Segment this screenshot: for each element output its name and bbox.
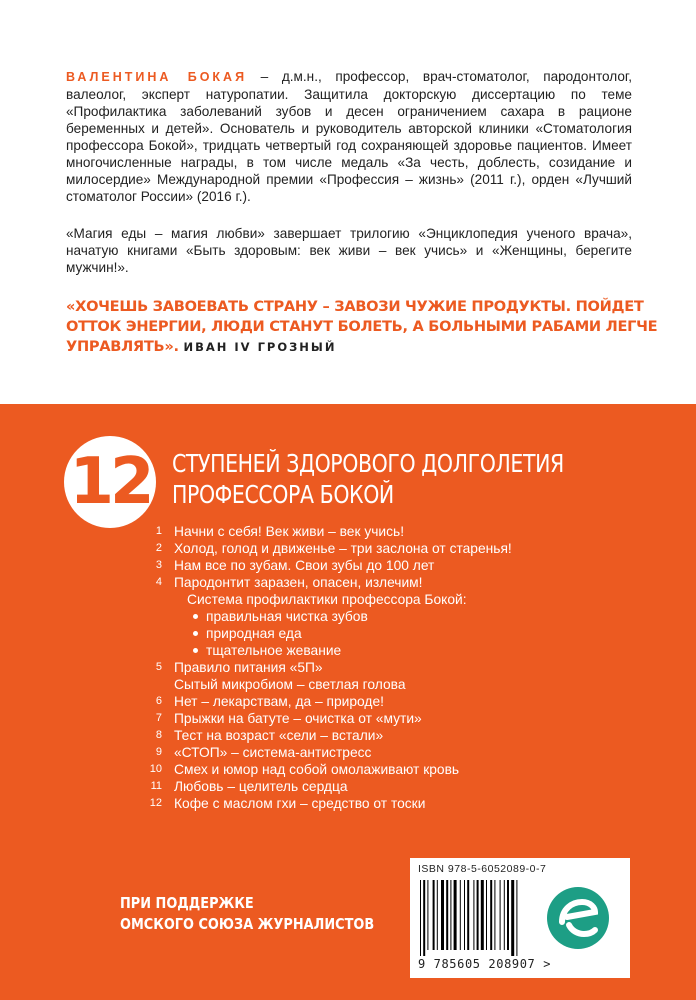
author-bio xyxy=(66,68,632,205)
badge-circle xyxy=(64,436,156,528)
step-4-subtitle xyxy=(140,591,660,608)
bullet-item xyxy=(140,642,660,659)
step-12 xyxy=(140,795,660,812)
author-name: ВАЛЕНТИНА БОКАЯ xyxy=(66,70,248,84)
step-text: Нам все по зубам. Свои зубы до 100 лет xyxy=(174,558,435,573)
step-subtext: Сытый микробиом – светлая голова xyxy=(174,677,406,692)
quote-author: ИВАН IV ГРОЗНЫЙ xyxy=(183,340,337,354)
step-number: 9 xyxy=(155,746,162,758)
quote-block xyxy=(66,297,666,357)
step-number: 1 xyxy=(155,525,162,537)
step-8 xyxy=(140,727,660,744)
step-text: Нет – лекарствам, да – природе! xyxy=(174,694,384,709)
badge-number: 12 xyxy=(69,445,151,519)
step-number: 7 xyxy=(155,712,162,724)
step-text: Прыжки на батуте – очистка от «мути» xyxy=(174,711,422,726)
step-7 xyxy=(140,710,660,727)
bullet-item xyxy=(140,625,660,642)
top-section xyxy=(0,0,696,404)
step-5-subtitle xyxy=(140,676,660,693)
step-text: Холод, голод и движенье – три заслона от старенья! xyxy=(174,541,512,556)
steps-heading xyxy=(172,448,650,510)
trilogy-text: «Магия еды – магия любви» завершает трилогию «Энциклопедия ученого врача», начатую книгами «Быть здоровым: век живи – век учись» и «Женщины, берегите мужчин!». xyxy=(66,226,632,275)
author-bio-text: – д.м.н., профессор, врач-стоматолог, пародонтолог, валеолог, эксперт натуропатии. Защитила докторскую диссертацию по теме «Профилактика заболеваний зубов и десен ограничением сахара в рационе беременных и детей». Основатель и руководитель авторской клиники «Стоматология профессора Бокой», тридцать четвертый год сохраняющей здоровье пациентов. Имеет многочисленные награды, в том числе медаль «За честь, доблесть, созидание и милосердие» Международной премии «Профессия – жизнь» (2011 г.), орден «Лучший стоматолог России» (2016 г.). xyxy=(66,69,633,204)
step-6 xyxy=(140,693,660,710)
step-number: 8 xyxy=(155,729,162,741)
step-2 xyxy=(140,540,660,557)
bullet-icon xyxy=(193,614,198,619)
isbn-text: ISBN 978-5-6052089-0-7 xyxy=(418,863,547,875)
step-text: «СТОП» – система-антистресс xyxy=(174,745,372,760)
heading-line-1: СТУПЕНЕЙ ЗДОРОВОГО ДОЛГОЛЕТИЯ xyxy=(172,449,564,478)
support-line-1: ПРИ ПОДДЕРЖКЕ xyxy=(120,894,254,912)
bullet-text: правильная чистка зубов xyxy=(206,609,368,624)
bullet-text: тщательное жевание xyxy=(206,643,342,658)
step-subtext: Система профилактики профессора Бокой: xyxy=(187,592,467,607)
step-4 xyxy=(140,574,660,591)
step-text: Пародонтит заразен, опасен, излечим! xyxy=(174,575,423,590)
step-9 xyxy=(140,744,660,761)
step-text: Начни с себя! Век живи – век учись! xyxy=(174,524,405,539)
step-text: Кофе с маслом гхи – средство от тоски xyxy=(174,796,426,811)
step-text: Любовь – целитель сердца xyxy=(174,779,348,794)
step-1 xyxy=(140,523,660,540)
step-number: 3 xyxy=(155,559,162,571)
barcode-icon xyxy=(418,880,540,956)
step-number: 6 xyxy=(155,695,162,707)
step-11 xyxy=(140,778,660,795)
step-text: Правило питания «5П» xyxy=(174,660,323,675)
barcode-digits: 9 785605 208907 > xyxy=(418,957,552,971)
step-number: 5 xyxy=(155,661,162,673)
step-number: 11 xyxy=(150,780,162,792)
step-number: 2 xyxy=(155,542,162,554)
step-10 xyxy=(140,761,660,778)
step-number: 10 xyxy=(149,763,162,775)
step-text: Тест на возраст «сели – встали» xyxy=(174,728,384,743)
support-text xyxy=(120,893,416,935)
step-number: 4 xyxy=(155,576,162,588)
bullet-item xyxy=(140,608,660,625)
eksmo-logo-icon xyxy=(545,885,611,951)
step-number: 12 xyxy=(149,797,162,809)
quote-text: «ХОЧЕШЬ ЗАВОЕВАТЬ СТРАНУ – ЗАВОЗИ ЧУЖИЕ ПРОДУКТЫ. ПОЙДЕТ ОТТОК ЭНЕРГИИ, ЛЮДИ СТАНУТ БОЛЕТЬ, А БОЛЬНЫМИ РАБАМИ ЛЕГЧЕ УПРАВЛЯТЬ». xyxy=(66,298,658,355)
support-line-2: ОМСКОГО СОЮЗА ЖУРНАЛИСТОВ xyxy=(120,915,375,933)
step-3 xyxy=(140,557,660,574)
bullet-text: природная еда xyxy=(206,626,302,641)
step-text: Смех и юмор над собой омолаживают кровь xyxy=(174,762,460,777)
step-5 xyxy=(140,659,660,676)
bullet-icon xyxy=(193,648,198,653)
heading-line-2: ПРОФЕССОРА БОКОЙ xyxy=(172,480,394,509)
bullet-icon xyxy=(193,631,198,636)
steps-list xyxy=(140,523,660,812)
